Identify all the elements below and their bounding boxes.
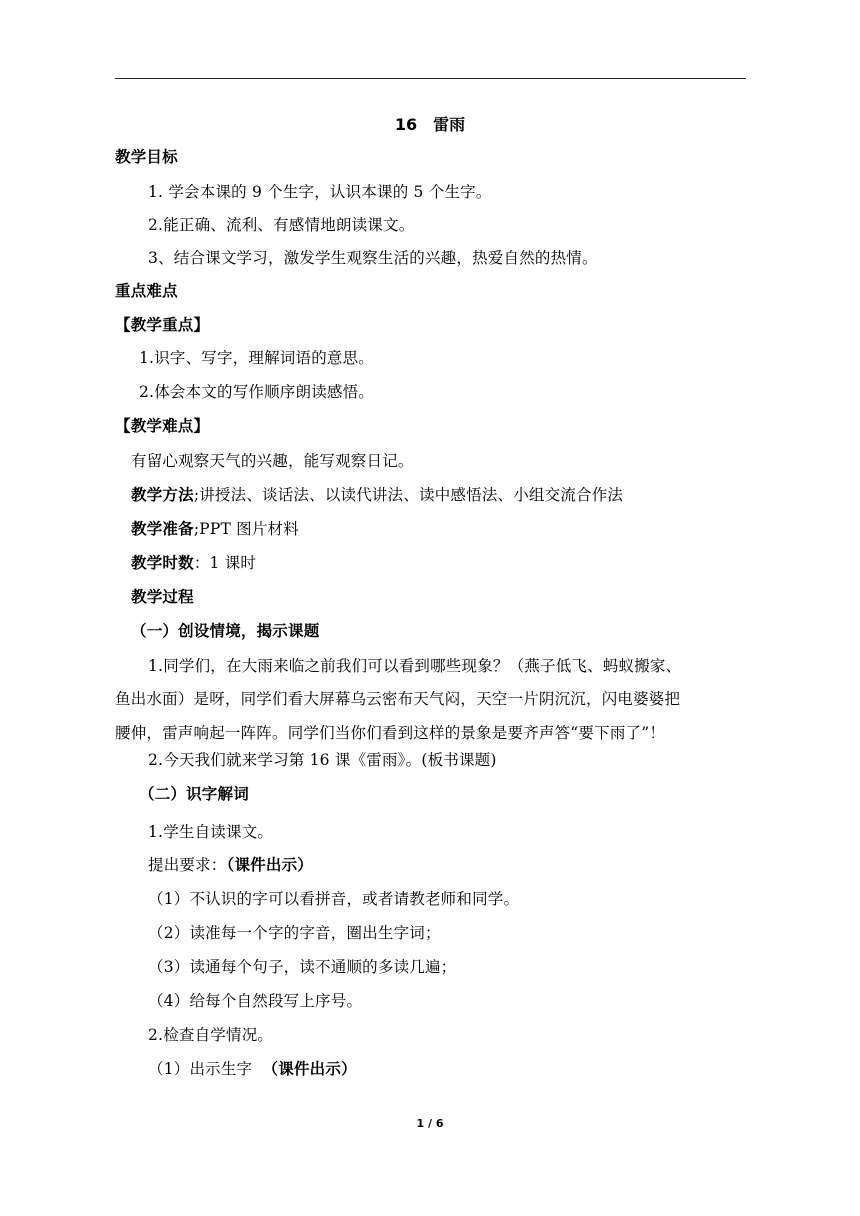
section-1-paragraph-2: 2.今天我们就来学习第 16 课《雷雨》。(板书课题) <box>148 751 497 769</box>
section-2-heading: （二）识字解词 <box>139 785 249 803</box>
section-2-requirements <box>148 855 313 875</box>
section-1-paragraph-1-line-1: 1.同学们，在大雨来临之前我们可以看到哪些现象？（燕子低飞、蚂蚁搬家、 <box>148 657 682 675</box>
heading-difficult-point: 【教学难点】 <box>115 417 210 435</box>
difficult-point: 有留心观察天气的兴趣，能写观察日记。 <box>131 452 414 470</box>
requirement-2: （2）读准每一个字的字音，圈出生字词； <box>148 924 441 942</box>
requirement-4: （4）给每个自然段写上序号。 <box>148 992 363 1010</box>
lesson-title: 16 雷雨 <box>394 115 466 134</box>
requirement-3: （3）读通每个句子，读不通顺的多读几遍； <box>148 958 457 976</box>
courseware-note-2: （课件出示） <box>262 1060 357 1078</box>
teaching-method <box>131 485 623 505</box>
show-new-characters <box>148 1059 357 1079</box>
prep-value: ;PPT 图片材料 <box>193 520 299 538</box>
heading-process: 教学过程 <box>131 588 194 606</box>
section-2-paragraph-2: 2.检查自学情况。 <box>148 1026 274 1044</box>
section-1-paragraph-1-line-3: 腰伸，雷声响起一阵阵。同学们当你们看到这样的景象是要齐声答“要下雨了”！ <box>115 724 666 742</box>
objective-1: 1. 学会本课的 9 个生字，认识本课的 5 个生字。 <box>148 183 492 201</box>
prep-label: 教学准备 <box>131 520 194 538</box>
section-2-paragraph-1: 1.学生自读课文。 <box>148 823 274 841</box>
hours-value: ：1 课时 <box>193 554 257 572</box>
section-1-paragraph-1-line-2: 鱼出水面）是呀，同学们看大屏幕乌云密布天气闷，天空一片阴沉沉，闪电婆婆把 <box>115 690 681 708</box>
key-point-1: 1.识字、写字，理解词语的意思。 <box>139 349 374 367</box>
header-rule <box>115 78 746 79</box>
hours-label: 教学时数 <box>131 554 194 572</box>
section-1-heading: （一）创设情境，揭示课题 <box>131 622 320 640</box>
requirement-1: （1）不认识的字可以看拼音，或者请教老师和同学。 <box>148 890 520 908</box>
show-label: （1）出示生字 <box>148 1060 253 1078</box>
method-value: ;讲授法、谈话法、以读代讲法、读中感悟法、小组交流合作法 <box>193 486 624 504</box>
objective-3: 3、结合课文学习，激发学生观察生活的兴趣，热爱自然的热情。 <box>148 249 598 267</box>
teaching-hours <box>131 553 256 573</box>
heading-key-points: 【教学重点】 <box>115 316 210 334</box>
teaching-preparation <box>131 519 299 539</box>
method-label: 教学方法 <box>131 486 194 504</box>
heading-objectives: 教学目标 <box>115 148 178 166</box>
objective-2: 2.能正确、流利、有感情地朗读课文。 <box>148 216 415 234</box>
page-number: 1 / 6 <box>416 1117 444 1130</box>
key-point-2: 2.体会本文的写作顺序朗读感悟。 <box>139 383 374 401</box>
heading-key-difficult: 重点难点 <box>115 282 178 300</box>
requirements-label: 提出要求： <box>148 856 227 874</box>
courseware-note: （课件出示） <box>226 856 313 874</box>
